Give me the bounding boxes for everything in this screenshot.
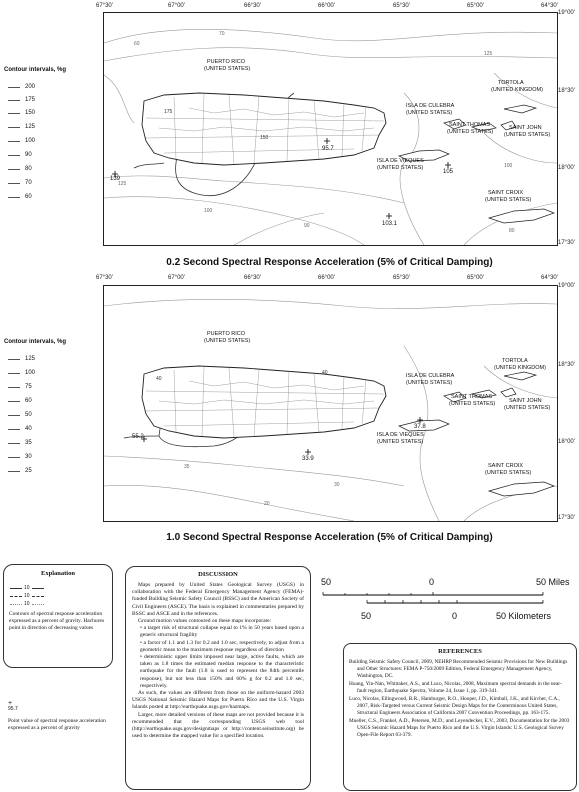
- contour-label: 125: [118, 181, 127, 187]
- contour-label: 90: [304, 223, 310, 229]
- puerto-rico-landmass: [142, 366, 386, 438]
- legend-value: 40: [25, 426, 32, 432]
- legend-value: 30: [25, 454, 32, 460]
- legend-value: 70: [25, 180, 32, 186]
- legend-value: 50: [25, 412, 32, 418]
- scale-miles-zero: 0: [429, 577, 435, 587]
- point-symbol-value: 95.7: [8, 706, 18, 712]
- contour-label: 175: [164, 109, 173, 115]
- discussion-paragraph: As such, the values are different from those on the uniform-hazard 2003 USGS National Seismic Hazard Maps for Puerto Rico and the U.S. Virgin Islands posted at http://earthquake.usgs.gov/hazmaps.: [132, 690, 304, 711]
- legend-value: 75: [25, 384, 32, 390]
- legend-value: 60: [25, 194, 32, 200]
- point-value: 95.7: [322, 146, 334, 152]
- legend-row: [8, 84, 35, 90]
- legend-row: [8, 384, 32, 390]
- point-symbol: +: [8, 700, 13, 707]
- legend-row: [8, 468, 32, 474]
- scale-km-zero: 0: [452, 611, 458, 621]
- contour-label: 60: [134, 41, 140, 47]
- tortola-label: TORTOLA: [498, 80, 524, 86]
- contour-label: 35: [184, 464, 190, 470]
- line-sample: [10, 600, 70, 608]
- point-value: 139: [110, 176, 121, 182]
- lon-label: 66°30': [244, 275, 261, 281]
- tortola-island: [504, 105, 536, 113]
- legend-value: 35: [25, 440, 32, 446]
- st-croix-country: (UNITED STATES): [485, 470, 532, 476]
- st-croix-island: [489, 209, 554, 223]
- legend-row: [8, 124, 35, 130]
- scale-bar-graphic: [322, 590, 544, 610]
- explanation-box: [3, 564, 113, 668]
- legend-value: 175: [25, 97, 36, 103]
- legend-row: [8, 412, 32, 418]
- lon-label: 67°30': [96, 3, 113, 9]
- contour-label: 150: [260, 135, 269, 141]
- references-title: REFERENCES: [438, 648, 482, 655]
- st-thomas-country: (UNITED STATES): [447, 129, 494, 135]
- legend-row: [8, 166, 32, 172]
- line-sample-value: 10: [24, 585, 30, 591]
- reference-item: Luco, Nicolas, Ellingwood, B.R., Hamburger, R.O., Hooper, J.D., Kimball, J.K., and Kircher, C.A., 2007, Risk-Targeted versus Current Seismic Design Maps for the Conterminous United States, Structural Engineers Association of California 2007 Convention Proceedings, pp. 163-175.: [349, 696, 560, 716]
- legend-value: 100: [25, 138, 36, 144]
- reference-item: Building Seismic Safety Council, 2009, NEHRP Recommended Seismic Provisions for New Buildings and Other Structures: FEMA P-750/2009 Edition, Federal Emergency Management Agency, Washington, DC.: [349, 659, 568, 679]
- line-sample: [10, 584, 70, 592]
- lon-label: 67°00': [168, 275, 185, 281]
- lon-label: 64°30': [541, 3, 558, 9]
- legend-row: [8, 97, 35, 103]
- st-john-island: [501, 388, 516, 397]
- lon-label: 65°30': [393, 3, 410, 9]
- legend-row: [8, 398, 32, 404]
- legend-row: [8, 426, 32, 432]
- point-description: Point value of spectral response acceleration expressed as a percent of gravity: [8, 718, 106, 732]
- scale-km-left: 50: [361, 611, 372, 621]
- contour-label: 40: [322, 370, 328, 376]
- discussion-bullet: • a target risk of structural collapse equal to 1% in 50 years based upon a generic structural fragility: [140, 625, 304, 639]
- scale-miles-right: 50 Miles: [536, 577, 570, 587]
- map1-caption: 0.2 Second Spectral Response Acceleration (5% of Critical Damping): [166, 257, 493, 268]
- map-1-0-second: [103, 285, 558, 522]
- explanation-line-samples: [10, 584, 70, 608]
- discussion-bullet-text: a factor of 1.1 and 1.3 for 0.2 and 1.0 sec, respectively, to adjust from a geometric mean to the maximum response regardless of direction: [140, 639, 304, 653]
- tortola-island: [504, 372, 536, 380]
- st-john-label: SAINT JOHN: [509, 398, 542, 404]
- legend-row: [8, 110, 35, 116]
- st-croix-label: SAINT CROIX: [488, 190, 524, 196]
- legend-value: 150: [25, 110, 36, 116]
- culebra-country: (UNITED STATES): [406, 380, 453, 386]
- contour-label: 125: [484, 51, 493, 57]
- lat-label: 18°00': [558, 439, 575, 445]
- references-box: [343, 643, 577, 791]
- map-0-2-second: [103, 12, 558, 246]
- puerto-rico-label: PUERTO RICO: [207, 59, 245, 65]
- tortola-country: (UNITED KINGDOM): [494, 365, 546, 371]
- legend-row: [8, 152, 32, 158]
- discussion-paragraph: Larger, more detailed versions of these maps are not provided because it is recommended that the corresponding USGS web tool (http://earthquake.usgs.gov/designmaps or http://content.seinstitute.org) be used to determine the mapped value for a specified location.: [132, 711, 304, 740]
- st-thomas-label: SAINT THOMAS: [449, 122, 491, 128]
- line-sample: [10, 592, 70, 600]
- discussion-box: [125, 566, 311, 790]
- discussion-body: [132, 582, 304, 740]
- contour-label: 100: [204, 208, 213, 214]
- point-value: 105: [443, 169, 454, 175]
- point-value: 37.8: [414, 424, 426, 430]
- legend-value: 100: [25, 370, 36, 376]
- culebra-label: ISLA DE CULEBRA: [406, 103, 455, 109]
- legend-row: [8, 454, 32, 460]
- reference-item: Huang, Yin-Nan, Whittaker, A.S., and Luco, Nicolas, 2008, Maximum spectral demands in the near-fault region, Earthquake Spectra, Volume 24, Issue 1, pp. 319-341.: [349, 681, 562, 694]
- discussion-bullet-text: a target risk of structural collapse equal to 1% in 50 years based upon a generic structural fragility: [140, 625, 304, 639]
- legend-row: [8, 194, 32, 200]
- contour-label: 40: [156, 376, 162, 382]
- contour-label: 70: [219, 31, 225, 37]
- discussion-title: DISCUSSION: [198, 571, 238, 578]
- legend-title: Contour intervals, %g: [4, 67, 67, 73]
- tortola-country: (UNITED KINGDOM): [491, 87, 543, 93]
- references-list: [349, 659, 571, 739]
- contour-label: 20: [264, 501, 270, 507]
- vieques-label: ISLA DE VIEQUES: [377, 158, 424, 164]
- vieques-country: (UNITED STATES): [377, 439, 424, 445]
- st-thomas-label: SAINT THOMAS: [451, 394, 493, 400]
- vieques-country: (UNITED STATES): [377, 165, 424, 171]
- lat-label: 17°30': [558, 515, 575, 521]
- lat-label: 19°00': [558, 10, 575, 16]
- lon-label: 65°00': [467, 275, 484, 281]
- contour-label: 30: [334, 482, 340, 488]
- point-explanation: [8, 700, 118, 732]
- contour-description: Contours of spectral response acceleration expressed as a percent of gravity. Hachures point in direction of decreasing values: [9, 611, 105, 632]
- reference-item: Mueller, C.S., Frankel, A.D., Petersen, M.D., and Leyendecker, E.V., 2003, Documentation for the 2003 USGS Seismic Hazard Maps for Puerto Rico and the U.S. Virgin Islands: U.S. Geological Survey Open-File Report 03-379.: [349, 718, 570, 738]
- lat-label: 18°00': [558, 165, 575, 171]
- scale-km-right: 50 Kilometers: [496, 611, 552, 621]
- st-john-label: SAINT JOHN: [509, 125, 542, 131]
- lon-label: 66°00': [318, 3, 335, 9]
- tortola-label: TORTOLA: [502, 358, 528, 364]
- contour-label: 100: [504, 163, 513, 169]
- puerto-rico-label: PUERTO RICO: [207, 331, 245, 337]
- lat-label: 17°30': [558, 240, 575, 246]
- map2-caption: 1.0 Second Spectral Response Acceleration (5% of Critical Damping): [166, 532, 493, 543]
- lon-label: 64°30': [541, 275, 558, 281]
- legend-value: 80: [25, 166, 32, 172]
- line-sample-value: 10: [24, 601, 30, 607]
- lon-label: 67°00': [168, 3, 185, 9]
- vieques-label: ISLA DE VIEQUES: [377, 432, 424, 438]
- legend-row: [8, 440, 32, 446]
- st-john-country: (UNITED STATES): [504, 132, 551, 138]
- puerto-rico-country: (UNITED STATES): [204, 338, 251, 344]
- legend-row: [8, 180, 32, 186]
- st-croix-island: [489, 482, 554, 496]
- legend-value: 200: [25, 84, 36, 90]
- legend-row: [8, 138, 35, 144]
- puerto-rico-country: (UNITED STATES): [204, 66, 251, 72]
- discussion-bullet-text: deterministic upper limits imposed near large, active faults, which are taken as 1.8 times the estimated median response to the characteristic earthquake for the fault (1.8 is used to represent the 84th percentile response), but not less than 150% and 60% g for 0.2 and 1.0 sec, respectively.: [140, 654, 304, 689]
- discussion-paragraph: Maps prepared by United States Geological Survey (USGS) in collaboration with the Federal Emergency Management Agency (FEMA)-funded Building Seismic Safety Council (BSSC) and the American Society of Civil Engineers (ASCE). The basis is explained in commentaries prepared by BSSC and ASCE and in the references.: [132, 582, 304, 617]
- lon-label: 66°30': [244, 3, 261, 9]
- scale-miles-left: 50: [321, 577, 332, 587]
- lon-label: 65°30': [393, 275, 410, 281]
- puerto-rico-landmass: [142, 93, 386, 165]
- culebra-country: (UNITED STATES): [406, 110, 453, 116]
- lat-label: 18°30': [558, 88, 575, 94]
- point-value: 103.1: [382, 221, 398, 227]
- line-sample-value: 10: [24, 593, 30, 599]
- discussion-bullet: • deterministic upper limits imposed near large, active faults, which are taken as 1.8 times the estimated median response to the characteristic earthquake for the fault (1.8 is used to represent the 84th percentile response), but not less than 150% and 60% g for 0.2 and 1.0 sec, respectively.: [140, 654, 304, 689]
- lon-label: 67°30': [96, 275, 113, 281]
- point-value: 55.2: [132, 434, 144, 440]
- legend-row: [8, 356, 35, 362]
- st-thomas-country: (UNITED STATES): [449, 401, 496, 407]
- lat-label: 19°00': [558, 283, 575, 289]
- explanation-title: Explanation: [41, 570, 75, 577]
- st-croix-country: (UNITED STATES): [485, 197, 532, 203]
- st-croix-label: SAINT CROIX: [488, 463, 524, 469]
- discussion-paragraph: Ground motion values contoured on these maps incorporate:: [138, 618, 272, 625]
- legend-value: 90: [25, 152, 32, 158]
- discussion-bullet: • a factor of 1.1 and 1.3 for 0.2 and 1.0 sec, respectively, to adjust from a geometric mean to the maximum response regardless of direction: [140, 639, 304, 653]
- lon-label: 65°00': [467, 3, 484, 9]
- legend-row: [8, 370, 35, 376]
- legend-value: 25: [25, 468, 32, 474]
- legend-value: 125: [25, 356, 36, 362]
- legend-title: Contour intervals, %g: [4, 339, 67, 345]
- lon-label: 66°00': [318, 275, 335, 281]
- legend-value: 125: [25, 124, 36, 130]
- lat-label: 18°30': [558, 362, 575, 368]
- st-john-country: (UNITED STATES): [504, 405, 551, 411]
- contour-label: 80: [509, 228, 515, 234]
- culebra-label: ISLA DE CULEBRA: [406, 373, 455, 379]
- legend-value: 60: [25, 398, 32, 404]
- point-value: 33.9: [302, 456, 314, 462]
